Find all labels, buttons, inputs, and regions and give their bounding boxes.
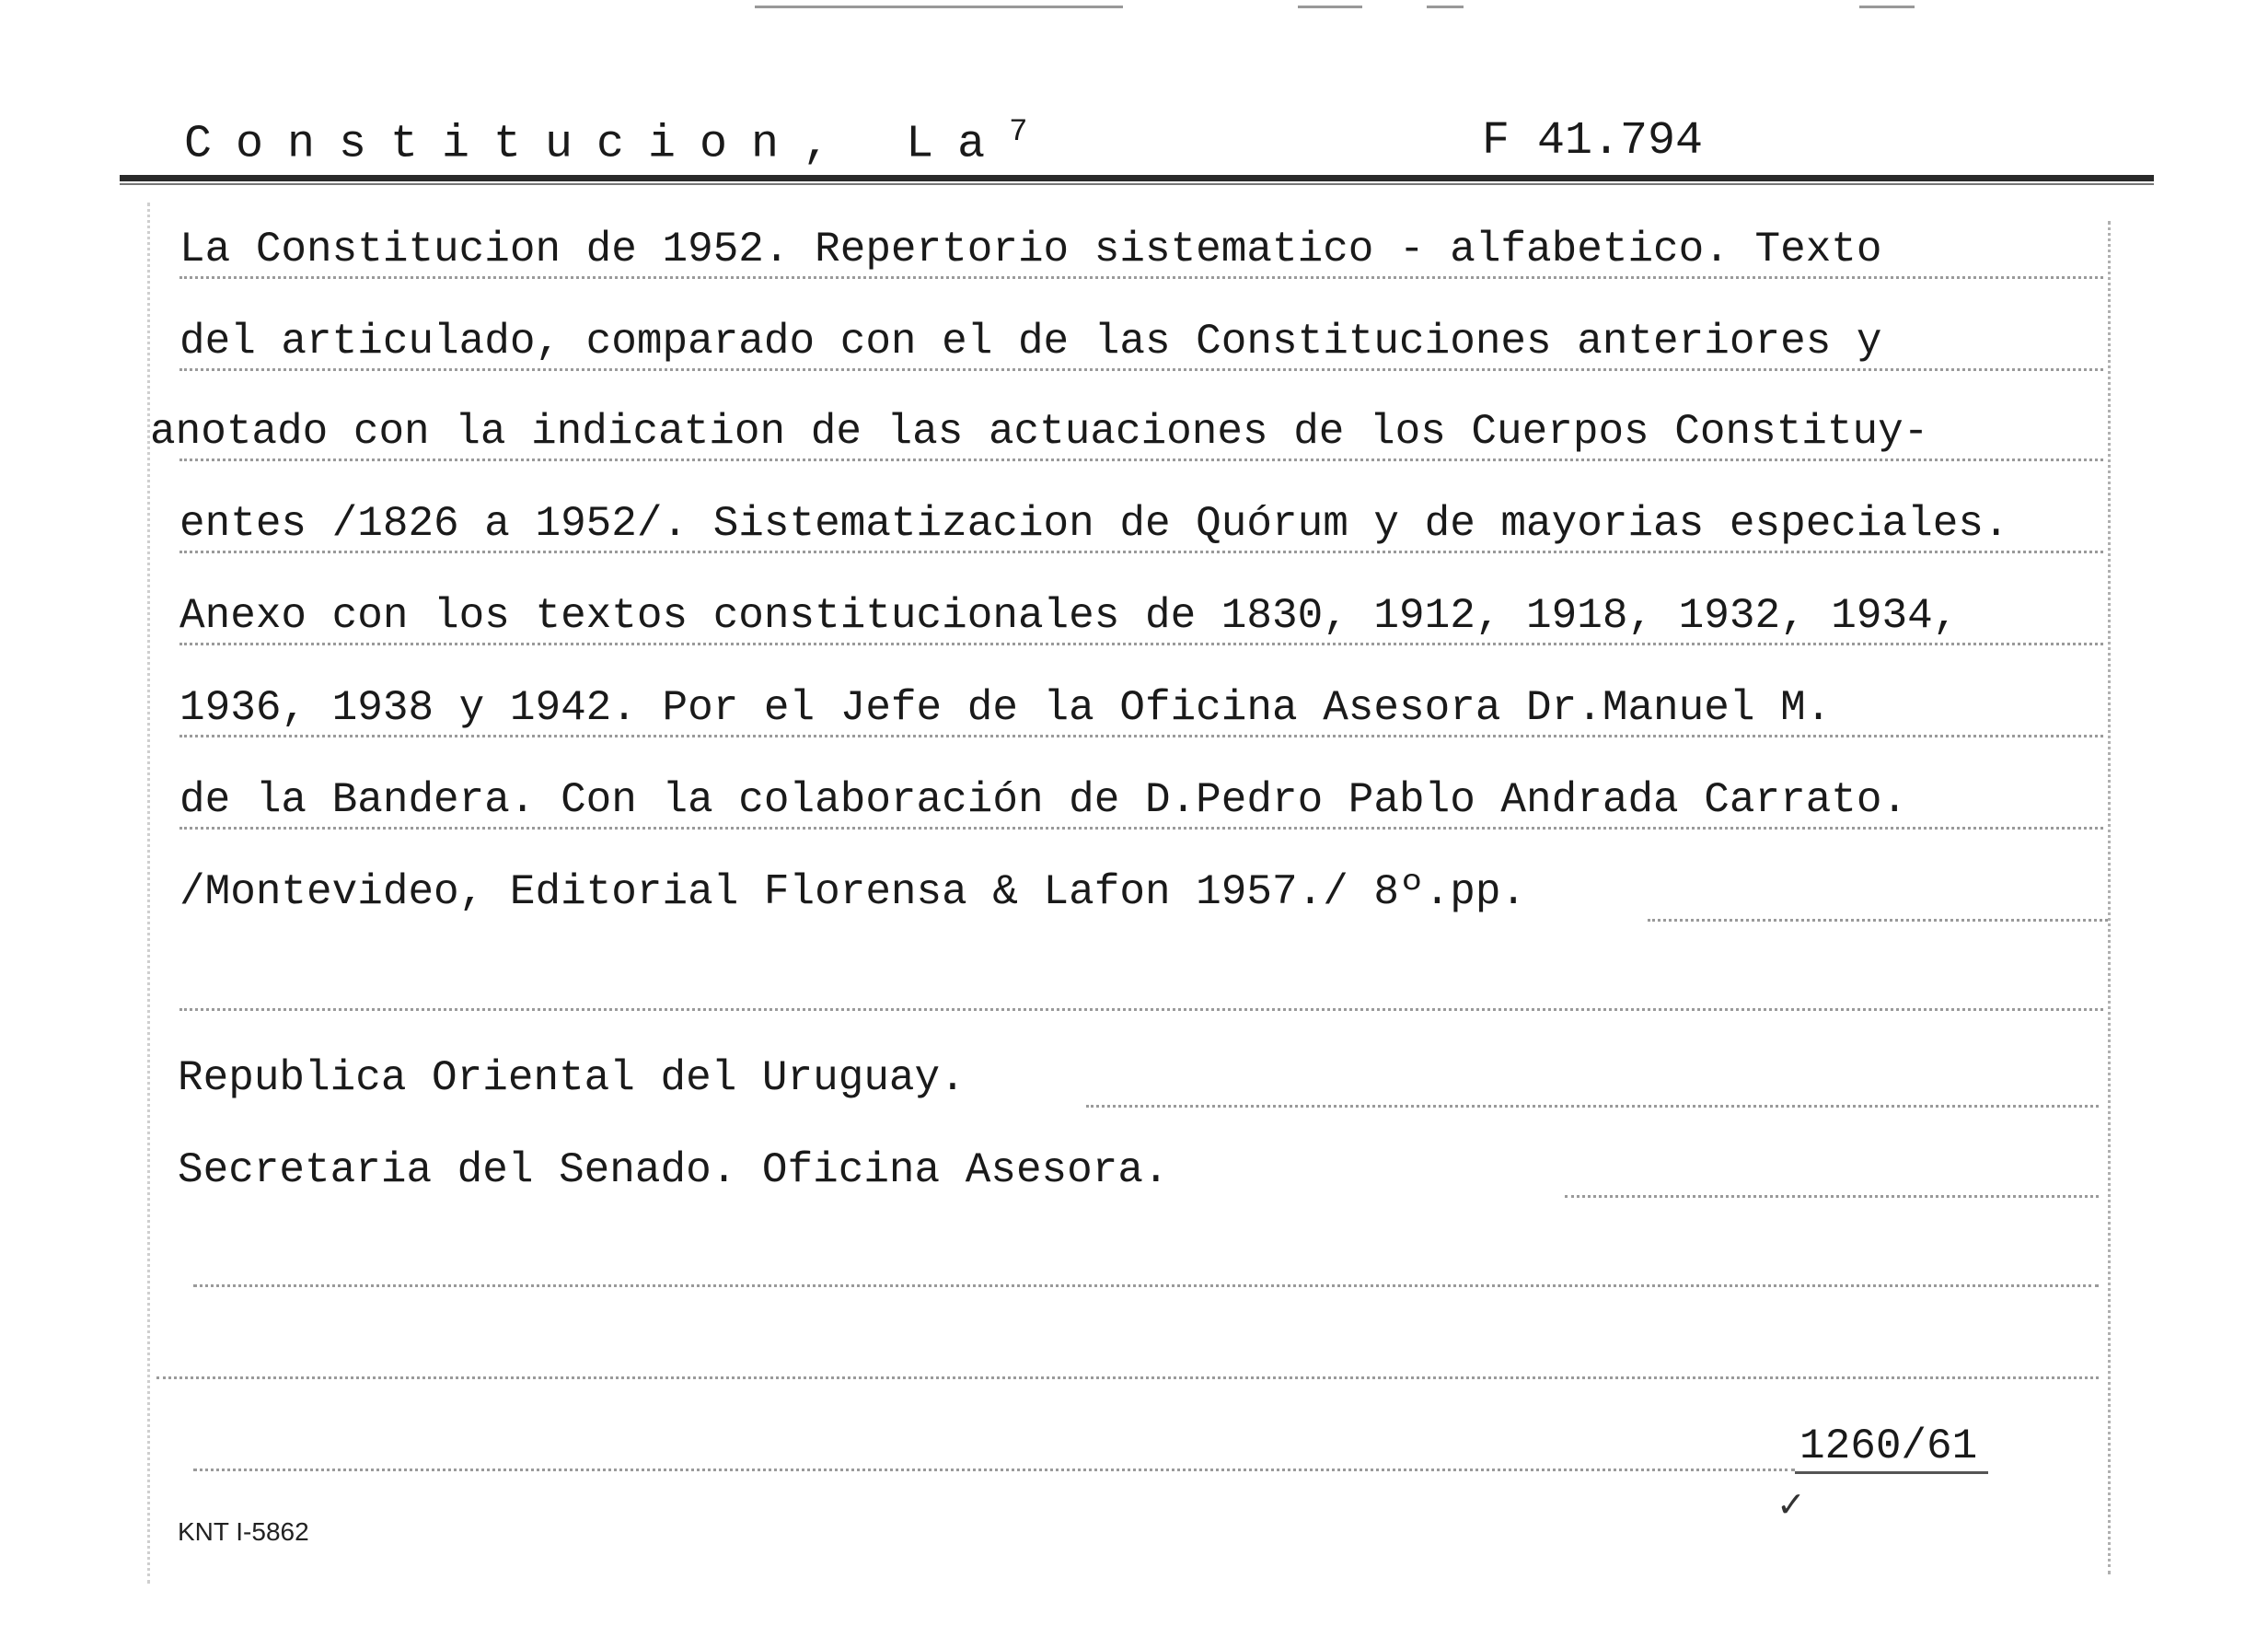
heading-rule: [120, 175, 2154, 181]
dotted-rule: [179, 551, 2103, 553]
body-line: del articulado, comparado con el de las Constituciones anteriores y: [179, 318, 1882, 366]
top-edge-mark: [1427, 6, 1464, 8]
corporate-line: Republica Oriental del Uruguay.: [178, 1054, 966, 1102]
card-heading: [184, 115, 1027, 171]
right-margin-guide: [2108, 221, 2111, 1574]
dotted-rule: [179, 368, 2103, 371]
body-line: /Montevideo, Editorial Florensa & Lafon 1957./ 8º.pp.: [179, 868, 1527, 916]
dotted-rule: [179, 735, 2103, 737]
call-number: F 41.794: [1482, 115, 1704, 168]
dotted-rule: [156, 1376, 2099, 1379]
corporate-line: Secretaria del Senado. Oficina Asesora.: [178, 1146, 1169, 1194]
top-edge-mark: [1298, 6, 1362, 8]
accession-number: 1260/61: [1799, 1422, 1978, 1470]
check-mark-icon: ✓: [1776, 1484, 1806, 1525]
body-line: entes /1826 a 1952/. Sistematizacion de Quórum y de mayorias especiales.: [179, 500, 2009, 548]
body-line: anotado con la indication de las actuaciones de los Cuerpos Constituy-: [150, 408, 1929, 456]
dotted-rule: [193, 1469, 1795, 1471]
dotted-rule: [1086, 1105, 2099, 1108]
dotted-rule: [193, 1284, 2099, 1287]
heading-rule-thin: [120, 183, 2154, 185]
body-line: Anexo con los textos constitucionales de 1830, 1912, 1918, 1932, 1934,: [179, 592, 1959, 640]
accession-underline: [1795, 1471, 1988, 1474]
heading-mark: 7: [1009, 115, 1028, 150]
dotted-rule: [1565, 1195, 2099, 1198]
left-margin-guide: [147, 203, 150, 1584]
form-stamp: KNT I-5862: [178, 1517, 309, 1546]
heading-title: Constitucion, La: [184, 118, 1010, 171]
top-edge-mark: [1859, 6, 1915, 8]
body-line: de la Bandera. Con la colaboración de D.Pedro Pablo Andrada Carrato.: [179, 776, 1908, 824]
top-edge-mark: [755, 6, 1123, 8]
dotted-rule: [179, 276, 2103, 279]
body-line: 1936, 1938 y 1942. Por el Jefe de la Oficina Asesora Dr.Manuel M.: [179, 684, 1832, 732]
dotted-rule: [179, 643, 2103, 645]
dotted-rule: [179, 459, 2103, 461]
body-line: La Constitucion de 1952. Repertorio sistematico - alfabetico. Texto: [179, 226, 1882, 273]
dotted-rule: [179, 827, 2103, 830]
dotted-rule: [1648, 919, 2108, 922]
dotted-rule: [179, 1008, 2103, 1011]
